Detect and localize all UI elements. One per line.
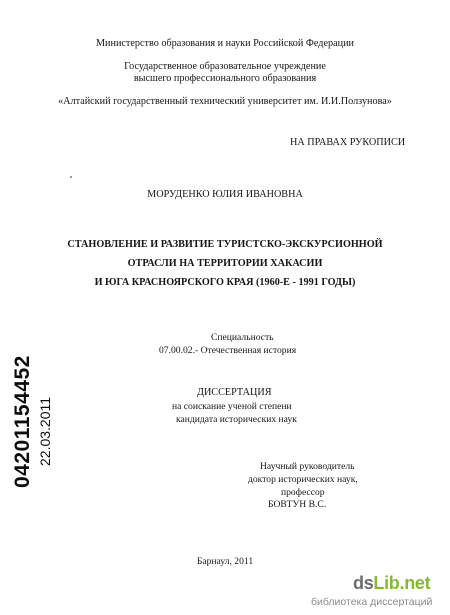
library-stamp-number: 04201154452 bbox=[11, 355, 34, 488]
institution-line-1: Государственное образовательное учреждение bbox=[124, 61, 326, 72]
scan-speck bbox=[70, 176, 72, 178]
title-line-3: И ЮГА КРАСНОЯРСКОГО КРАЯ (1960-Е - 1991 ГОДЫ) bbox=[94, 277, 356, 288]
dissertation-purpose: на соискание ученой степени bbox=[172, 401, 292, 412]
watermark-brand bbox=[353, 573, 430, 594]
footer-city-year: Барнаул, 2011 bbox=[196, 556, 254, 567]
watermark-brand-prefix: ds bbox=[353, 573, 374, 593]
manuscript-note: НА ПРАВАХ РУКОПИСИ bbox=[290, 137, 406, 148]
watermark-brand-main: Lib.net bbox=[373, 573, 431, 593]
watermark-caption: библиотека диссертаций bbox=[311, 596, 433, 608]
title-line-2: ОТРАСЛИ НА ТЕРРИТОРИИ ХАКАСИИ bbox=[127, 258, 323, 269]
supervisor-degree: доктор исторических наук, bbox=[248, 474, 358, 485]
supervisor-name: БОВТУН В.С. bbox=[268, 499, 327, 510]
supervisor-rank: профессор bbox=[281, 487, 325, 498]
title-line-1: СТАНОВЛЕНИЕ И РАЗВИТИЕ ТУРИСТСКО-ЭКСКУРСИОННОЙ bbox=[67, 239, 383, 250]
dissertation-type: ДИССЕРТАЦИЯ bbox=[197, 387, 272, 398]
specialty-label: Специальность bbox=[211, 332, 274, 343]
supervisor-label: Научный руководитель bbox=[260, 461, 355, 472]
specialty-value: 07.00.02.- Отечественная история bbox=[159, 345, 297, 356]
institution-line-2: высшего профессионального образования bbox=[133, 73, 317, 84]
university-line: «Алтайский государственный технический университет им. И.И.Ползунова» bbox=[58, 96, 392, 107]
author-name: МОРУДЕНКО ЮЛИЯ ИВАНОВНА bbox=[147, 189, 303, 200]
dissertation-degree: кандидата исторических наук bbox=[176, 414, 297, 425]
ministry-line: Министерство образования и науки Российской Федерации bbox=[95, 38, 354, 49]
library-stamp-date: 22.03.2011 bbox=[37, 396, 53, 466]
